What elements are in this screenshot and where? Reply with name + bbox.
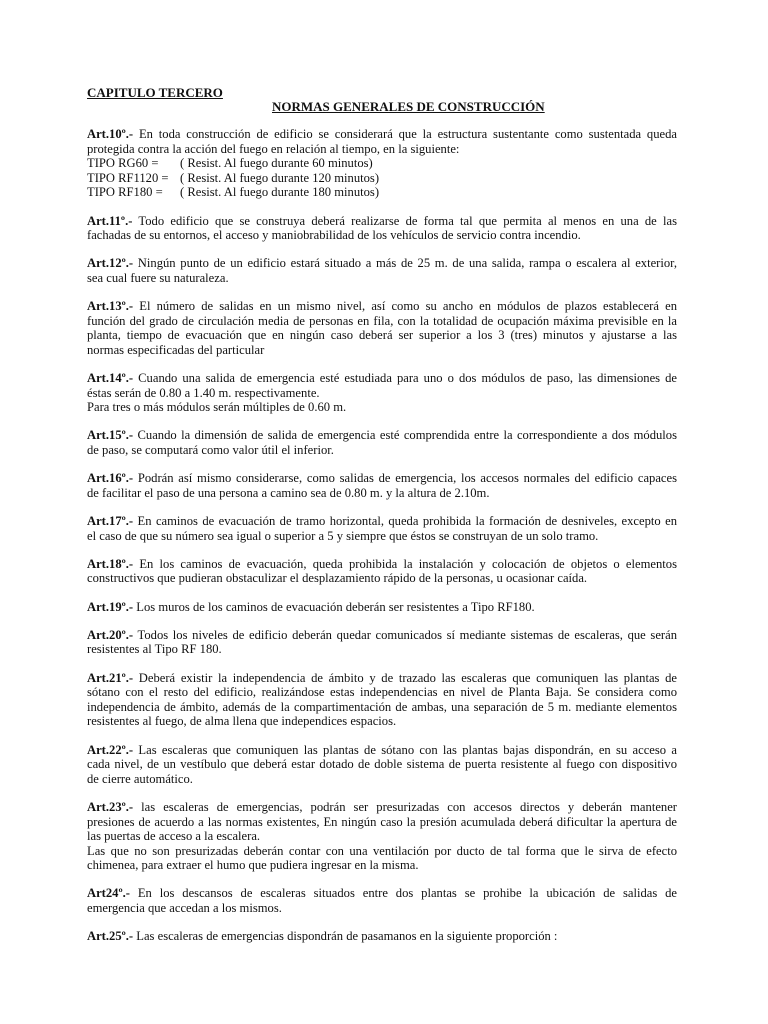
- article-text: el caso de que su número sea igual o superior a 5 y siempre que éstos se construyan de un solo tramo.: [87, 528, 599, 543]
- article-paragraph: [87, 471, 677, 500]
- article-number: Art.25º.-: [87, 929, 134, 944]
- fire-type-description: ( Resist. Al fuego durante 120 minutos): [180, 170, 380, 185]
- article-number: Art.17º.-: [87, 514, 134, 529]
- article-line: [87, 714, 677, 729]
- article-paragraph: [87, 299, 677, 357]
- article-text: Deberá existir la independencia de ámbito y de trazado las escaleras que comuniquen las plantas de: [133, 670, 677, 685]
- article-number: Art.16º.-: [87, 471, 134, 486]
- article-text: independencia de ámbito, además de la compartimentación de ambas, una separación de 5 m. mediante elementos: [87, 699, 677, 714]
- article-number: Art.19º.-: [87, 599, 134, 614]
- article-line: [87, 685, 677, 700]
- article-number: Art.11º.-: [87, 213, 133, 228]
- article-number: Art24º.-: [87, 886, 130, 901]
- article-line: [87, 529, 677, 544]
- article-line: [87, 386, 677, 401]
- article-text: éstas serán de 0.80 a 1.40 m. respectivamente.: [87, 385, 320, 400]
- article-line: [87, 671, 677, 686]
- article-text: Todos los niveles de edificio deberán quedar comunicados sí mediante sistemas de escaleras, que serán: [133, 627, 677, 642]
- article-line: [87, 127, 677, 142]
- article-text: constructivos que pudieran obstaculizar el desplazamiento rápido de la personas, u ocasionar caída.: [87, 571, 588, 586]
- article-line: [87, 829, 677, 844]
- article-text: Las escaleras de emergencias dispondrán de pasamanos en la siguiente proporción :: [133, 929, 558, 944]
- article-line: [87, 815, 677, 830]
- article-number: Art.15º.-: [87, 428, 134, 443]
- article-line: [87, 428, 677, 443]
- article-text: resistentes al fuego, de alma llena que independices espacios.: [87, 714, 397, 729]
- article-text: de paso, se computará como valor útil el inferior.: [87, 443, 334, 458]
- article-paragraph: [87, 600, 677, 615]
- article-text: resistentes al Tipo RF 180.: [87, 642, 222, 657]
- article-line: [87, 772, 677, 787]
- article-line: [87, 343, 677, 358]
- fire-type-description: ( Resist. Al fuego durante 180 minutos): [180, 185, 380, 200]
- article-line: [87, 929, 677, 944]
- article-text: El número de salidas en un mismo nivel, así como su ancho en módulos de plazos establecerá en: [133, 299, 677, 314]
- article-text: las escaleras de emergencias, podrán ser presurizadas con accesos directos y deberán mantener: [133, 799, 677, 814]
- article-line: [87, 844, 677, 859]
- article-line: [87, 858, 677, 873]
- article-text: Podrán así mismo considerarse, como salidas de emergencia, los accesos normales del edificio capaces: [133, 471, 677, 486]
- article-line: [87, 886, 677, 901]
- article-line: [87, 271, 677, 286]
- article-paragraph: [87, 428, 677, 457]
- article-line: [87, 228, 677, 243]
- article-paragraph: [87, 371, 677, 415]
- article-line: [87, 800, 677, 815]
- fire-type-row: [87, 171, 677, 186]
- article-number: Art.14º.-: [87, 371, 134, 386]
- article-text: Las que no son presurizadas deberán contar con una ventilación por ducto de tal forma que le sirva de efecto: [87, 843, 677, 858]
- article-line: [87, 743, 677, 758]
- section-title: NORMAS GENERALES DE CONSTRUCCIÓN: [272, 99, 545, 114]
- article-text: normas especificadas del particular: [87, 342, 265, 357]
- article-text: Las escaleras que comuniquen las plantas de sótano con las plantas bajas dispondrán, en su acceso a: [133, 742, 677, 757]
- article-line: [87, 557, 677, 572]
- article-number: Art.22º.-: [87, 742, 134, 757]
- article-line: [87, 700, 677, 715]
- article-text: función del grado de circulación media de personas en fila, con la totalidad de ocupación máxima previsible en la: [87, 313, 677, 328]
- article-text: fachadas de su entornos, el acceso y maniobrabilidad de los vehículos de servicio contra incendio.: [87, 228, 581, 243]
- article-line: [87, 328, 677, 343]
- article-paragraph: [87, 256, 677, 285]
- article-text: sea cual fuere su naturaleza.: [87, 270, 229, 285]
- article-text: Ningún punto de un edificio estará situado a más de 25 m. de una salida, rampa o escalera al exterior,: [133, 256, 677, 271]
- article-line: [87, 214, 677, 229]
- article-number: Art.13º.-: [87, 299, 134, 314]
- chapter-heading: CAPITULO TERCERO: [87, 85, 223, 100]
- article-paragraph: [87, 743, 677, 787]
- article-paragraph: [87, 671, 677, 729]
- article-text: chimenea, para extraer el humo que pudiera ingresar en la misma.: [87, 858, 419, 873]
- fire-type-row: [87, 156, 677, 171]
- article-line: [87, 256, 677, 271]
- fire-type-description: ( Resist. Al fuego durante 60 minutos): [180, 156, 373, 171]
- article-paragraph: [87, 628, 677, 657]
- article-paragraph: [87, 514, 677, 543]
- article-line: [87, 628, 677, 643]
- fire-type-row: [87, 185, 677, 200]
- article-text: de cierre automático.: [87, 771, 193, 786]
- article-line: [87, 471, 677, 486]
- article-paragraph: [87, 557, 677, 586]
- article-paragraph: [87, 886, 677, 915]
- article-line: [87, 486, 677, 501]
- fire-type-code: TIPO RF180 =: [87, 185, 163, 200]
- article-number: Art.21º.-: [87, 670, 134, 685]
- article-paragraph: [87, 214, 677, 243]
- article-paragraph: [87, 800, 677, 873]
- fire-type-code: TIPO RF1120 =: [87, 170, 169, 185]
- article-line: [87, 142, 677, 157]
- article-number: Art.23º.-: [87, 799, 134, 814]
- article-text: Cuando la dimensión de salida de emergencia esté comprendida entre la correspondiente a dos módulos: [133, 428, 677, 443]
- article-text: protegida contra la acción del fuego en relación al tiempo, en la siguiente:: [87, 141, 460, 156]
- article-number: Art.12º.-: [87, 256, 134, 271]
- article-text: En los descansos de escaleras situados entre dos plantas se prohibe la ubicación de salidas de: [129, 886, 677, 901]
- article-text: emergencia que accedan a los mismos.: [87, 901, 282, 916]
- article-text: En los caminos de evacuación, queda prohibida la instalación y colocación de objetos o elementos: [133, 556, 677, 571]
- article-paragraph: [87, 929, 677, 944]
- article-line: [87, 299, 677, 314]
- article-line: [87, 901, 677, 916]
- article-number: Art.20º.-: [87, 627, 134, 642]
- article-number: Art.18º.-: [87, 556, 134, 571]
- article-line: [87, 314, 677, 329]
- article-text: En toda construcción de edificio se considerará que la estructura sustentante como sustentada queda: [133, 127, 677, 141]
- article-line: [87, 371, 677, 386]
- article-text: sótano con el resto del edificio, realizándose estas independencias en nivel de Planta Baja. Se considera como: [87, 685, 677, 700]
- article-line: [87, 443, 677, 458]
- article-text: Todo edificio que se construya deberá realizarse de forma tal que permita al menos en una de las: [132, 213, 677, 228]
- article-line: [87, 571, 677, 586]
- article-text: Los muros de los caminos de evacuación deberán ser resistentes a Tipo RF180.: [133, 599, 535, 614]
- articles-body: [87, 127, 677, 957]
- article-text: presiones de acuerdo a las normas existentes, En ningún caso la presión acumulada deberá dificultar la apertura de: [87, 814, 677, 829]
- article-text: Cuando una salida de emergencia esté estudiada para uno o dos módulos de paso, las dimensiones de: [133, 371, 677, 386]
- article-paragraph: [87, 127, 677, 200]
- article-number: Art.10º.-: [87, 127, 134, 141]
- article-line: [87, 514, 677, 529]
- article-line: [87, 757, 677, 772]
- article-text: Para tres o más módulos serán múltiples de 0.60 m.: [87, 400, 347, 415]
- article-line: [87, 642, 677, 657]
- article-text: En caminos de evacuación de tramo horizontal, queda prohibida la formación de desniveles, excepto en: [133, 514, 677, 529]
- article-text: de facilitar el paso de una persona a camino sea de 0.80 m. y la altura de 2.10m.: [87, 485, 490, 500]
- article-line: [87, 600, 677, 615]
- fire-resistance-types: [87, 156, 677, 200]
- fire-type-code: TIPO RG60 =: [87, 156, 159, 171]
- article-line: [87, 400, 677, 415]
- article-text: las puertas de acceso a la escalera.: [87, 829, 261, 844]
- article-text: cada nivel, de un vestíbulo que deberá estar dotado de doble sistema de puerta resistente al fuego con dispositivo: [87, 757, 677, 772]
- article-text: planta, tiempo de evacuación que en ningún caso deberá ser superior a los 3 (tres) minutos y ajustarse a las: [87, 328, 677, 343]
